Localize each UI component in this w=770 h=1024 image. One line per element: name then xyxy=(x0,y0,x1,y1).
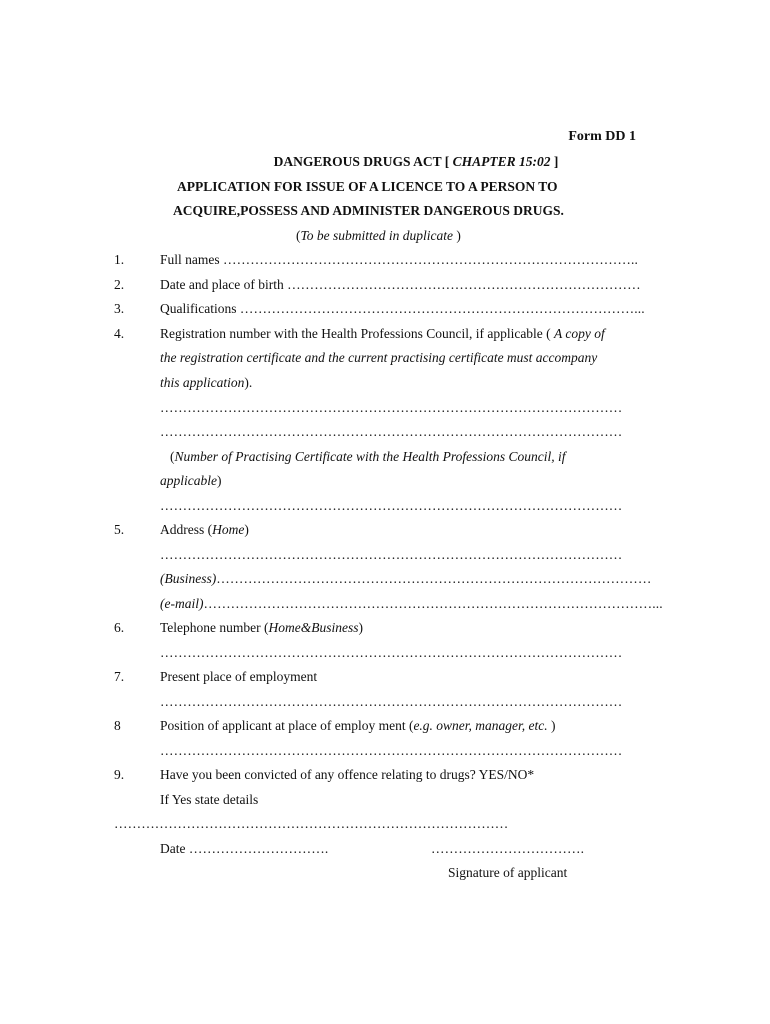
practising-note-line-2 xyxy=(160,473,222,489)
telephone-label-close: ) xyxy=(358,620,364,635)
item-number-6: 6. xyxy=(114,620,125,635)
conviction-details-label: If Yes state details xyxy=(160,792,259,807)
address-label-close: ) xyxy=(244,522,249,537)
telephone-dots[interactable]: ………………………………………………………………………………………… xyxy=(160,645,623,660)
position-examples: e.g. owner, manager, etc. xyxy=(413,718,548,733)
email-dots: ………………………………………………………………………………………... xyxy=(203,596,663,611)
item-number-9: 9. xyxy=(114,767,125,782)
practising-note-applicable: applicable xyxy=(160,473,217,488)
duplicate-note-text: To be submitted in duplicate xyxy=(300,228,453,243)
email-field[interactable] xyxy=(160,596,663,612)
employment-dots[interactable]: ………………………………………………………………………………………… xyxy=(160,694,623,709)
registration-dots-2[interactable]: ………………………………………………………………………………………… xyxy=(160,424,623,439)
birth-field[interactable] xyxy=(160,277,641,293)
registration-dots-1[interactable]: ………………………………………………………………………………………… xyxy=(160,400,623,415)
conviction-question: Have you been convicted of any offence relating to drugs? YES/NO* xyxy=(160,767,535,782)
full-names-dots: ……………………………………………………………………………….. xyxy=(223,252,638,267)
act-prefix: DANGEROUS DRUGS ACT [ xyxy=(273,154,453,169)
birth-dots: …………………………………………………………………… xyxy=(287,277,641,292)
position-dots[interactable]: ………………………………………………………………………………………… xyxy=(160,743,623,758)
telephone-label-text: Telephone number ( xyxy=(160,620,269,635)
item-number-8: 8 xyxy=(114,718,121,733)
practising-note-text: Number of Practising Certificate with the Health Professions Council, if xyxy=(174,449,566,464)
act-chapter: CHAPTER 15:02 xyxy=(452,154,551,169)
home-address-dots[interactable]: ………………………………………………………………………………………… xyxy=(160,547,623,562)
item-number-7: 7. xyxy=(114,669,125,684)
date-label: Date xyxy=(160,841,186,856)
qualifications-field[interactable] xyxy=(160,301,645,317)
form-title-line-2: ACQUIRE,POSSESS AND ADMINISTER DANGEROUS DRUGS. xyxy=(173,203,564,218)
registration-note-close: ). xyxy=(244,375,253,390)
business-dots: …………………………………………………………………………………… xyxy=(216,571,652,586)
practising-note-open: ( xyxy=(170,449,175,464)
full-names-label: Full names xyxy=(160,252,220,267)
item-number-1: 1. xyxy=(114,252,125,267)
duplicate-note-open: ( xyxy=(296,228,301,243)
duplicate-note-close: ) xyxy=(453,228,461,243)
item-number-4: 4. xyxy=(114,326,125,341)
registration-note-end: this application xyxy=(160,375,245,390)
position-label-text: Position of applicant at place of employ ment ( xyxy=(160,718,414,733)
address-label-text: Address ( xyxy=(160,522,213,537)
registration-note-start: A copy of xyxy=(554,326,605,341)
registration-line-1 xyxy=(160,326,605,342)
business-label: (Business) xyxy=(160,571,217,586)
practising-certificate-dots[interactable]: ………………………………………………………………………………………… xyxy=(160,498,623,513)
qualifications-dots: ……………………………………………………………………………... xyxy=(239,301,645,316)
duplicate-note xyxy=(296,228,461,244)
item-number-2: 2. xyxy=(114,277,125,292)
address-home-label: Home xyxy=(212,522,245,537)
registration-line-3 xyxy=(160,375,252,391)
item-number-3: 3. xyxy=(114,301,125,316)
signature-label: Signature of applicant xyxy=(448,865,568,880)
registration-line-2 xyxy=(160,350,597,366)
act-suffix: ] xyxy=(550,154,559,169)
signature-dots[interactable]: ……………………………. xyxy=(431,841,585,856)
form-title-line-1: APPLICATION FOR ISSUE OF A LICENCE TO A PERSON TO xyxy=(177,179,558,194)
business-address-field[interactable] xyxy=(160,571,651,587)
email-label: (e-mail) xyxy=(160,596,204,611)
position-label-close: ) xyxy=(547,718,556,733)
position-label xyxy=(160,718,556,734)
form-id: Form DD 1 xyxy=(568,129,636,144)
telephone-label xyxy=(160,620,363,636)
practising-note-line-1 xyxy=(170,449,565,465)
act-title xyxy=(0,154,770,170)
registration-note-middle: the registration certificate and the current practising certificate must accompany xyxy=(160,350,598,365)
registration-label: Registration number with the Health Professions Council, if applicable ( xyxy=(160,326,555,341)
employment-label: Present place of employment xyxy=(160,669,318,684)
qualifications-label: Qualifications xyxy=(160,301,237,316)
full-names-field[interactable] xyxy=(160,252,638,268)
birth-label: Date and place of birth xyxy=(160,277,284,292)
date-field[interactable] xyxy=(160,841,328,857)
item-number-5: 5. xyxy=(114,522,125,537)
telephone-label-italic: Home&Business xyxy=(268,620,359,635)
address-label xyxy=(160,522,249,538)
conviction-details-dots[interactable]: …………………………………………………………………………… xyxy=(114,816,509,831)
date-dots: …………………………. xyxy=(188,841,329,856)
practising-note-close: ) xyxy=(217,473,222,488)
